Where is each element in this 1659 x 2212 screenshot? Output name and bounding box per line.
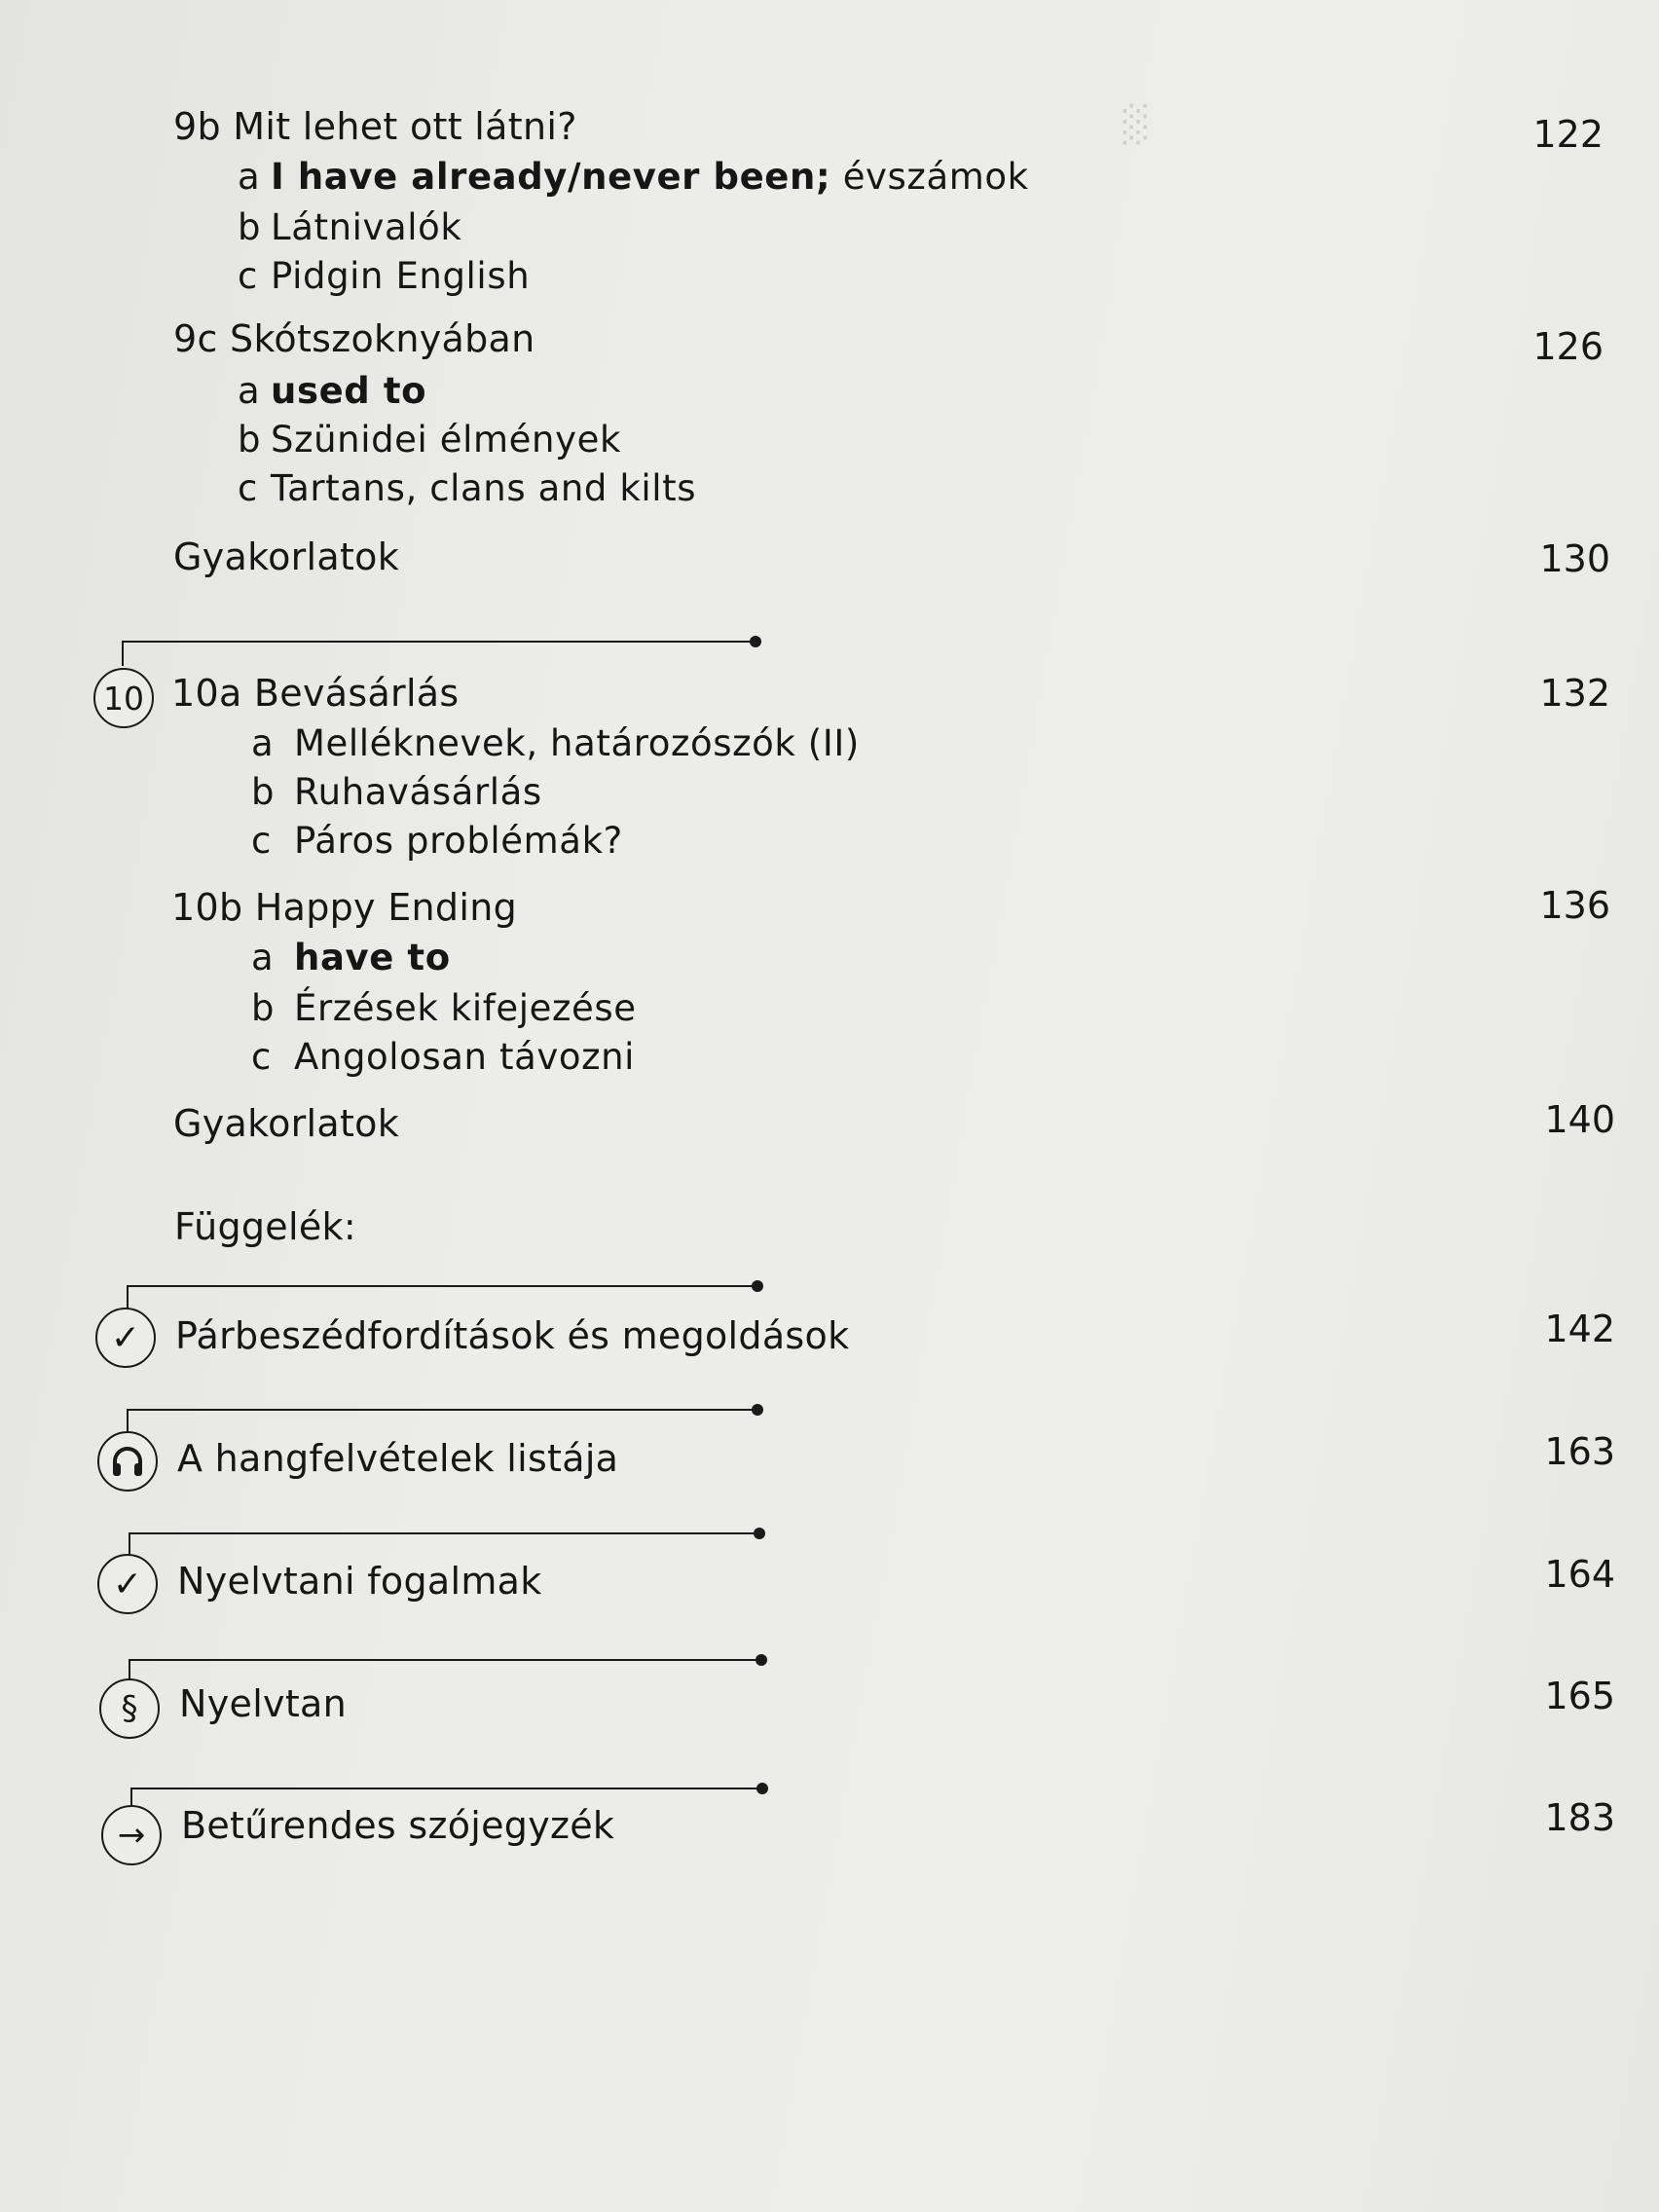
grammar-page: 165 [1544,1675,1615,1717]
divider-dot [754,1528,765,1539]
item-letter: a [238,370,261,412]
section-9c-item-c [238,467,696,510]
item-letter: c [238,255,258,297]
item-a-rest: évszámok [830,156,1029,198]
item-b-text: Érzések kifejezése [294,987,637,1029]
item-b-text: Látnivalók [271,206,462,248]
item-letter: c [251,1036,272,1078]
divider-dot [756,1654,767,1666]
section-10a-item-c [251,820,623,863]
arrow-right-icon: → [101,1805,162,1865]
item-a-text: Melléknevek, határozószók (II) [294,722,860,764]
item-a-bold: I have already/never been; [271,156,831,198]
section-9c-item-b [238,419,621,461]
appendix-heading: Függelék: [174,1205,356,1248]
section-9b-page: 122 [1532,113,1604,156]
section-10b-item-b [251,987,637,1030]
appendix-divider-line [130,1788,761,1789]
divider-dot [752,1280,763,1292]
section-10b-item-c [251,1036,635,1079]
audio-list-page: 163 [1544,1430,1615,1473]
item-letter: b [251,987,276,1029]
checkmark-icon: ✓ [97,1554,158,1614]
section-9c-page: 126 [1532,325,1604,368]
appendix-divider-line [129,1659,759,1661]
item-b-text: Ruhavásárlás [294,771,542,813]
headphones-icon [97,1431,158,1492]
section-10a-item-b [251,771,542,814]
divider-dot [752,1404,763,1416]
section-9c-title: 9c Skótszoknyában [173,317,535,360]
section-9b-item-a [238,156,1029,199]
dialogue-translations-title: Párbeszédfordítások és megoldások [175,1314,850,1357]
divider-stem [122,643,124,666]
exercises-9-page: 130 [1539,537,1610,580]
unit-10-divider-line [122,641,755,643]
item-c-text: Tartans, clans and kilts [271,467,697,509]
unit-10-badge: 10 [93,668,154,728]
grammar-terms-title: Nyelvtani fogalmak [177,1560,542,1603]
section-9c-item-a [238,370,426,413]
section-10b-page: 136 [1539,884,1610,927]
section-9b-item-b [238,206,461,249]
item-c-text: Pidgin English [271,255,531,297]
show-through-text: ░ [1120,105,1147,145]
item-letter: a [251,722,275,764]
divider-dot [750,636,761,647]
headphones-icon-graphic [108,1442,147,1481]
grammar-terms-page: 164 [1544,1553,1615,1596]
divider-dot [756,1783,768,1794]
item-letter: b [238,206,262,248]
item-letter: c [251,820,272,862]
section-9b-item-c [238,255,530,298]
item-c-text: Páros problémák? [294,820,623,862]
glossary-page: 183 [1544,1796,1615,1839]
appendix-divider-line [127,1409,755,1411]
item-letter: a [251,937,275,978]
appendix-divider-line [129,1532,756,1534]
dialogue-translations-page: 142 [1544,1308,1615,1350]
glossary-title: Betűrendes szójegyzék [181,1804,615,1847]
audio-list-title: A hangfelvételek listája [177,1437,619,1480]
item-letter: b [238,419,262,461]
section-10b-title: 10b Happy Ending [171,886,518,929]
item-b-text: Szünidei élmények [271,419,621,461]
exercises-10-page: 140 [1544,1098,1615,1141]
item-letter: c [238,467,258,509]
appendix-divider-line [127,1285,755,1287]
section-10a-item-a [251,722,860,765]
item-letter: b [251,771,276,813]
section-9b-title: 9b Mit lehet ott látni? [173,105,577,148]
section-10a-title: 10a Bevásárlás [171,672,460,715]
item-c-text: Angolosan távozni [294,1036,636,1078]
exercises-9-title: Gyakorlatok [173,535,400,578]
checkmark-icon: ✓ [95,1308,156,1368]
section-sign-icon: § [99,1678,160,1739]
exercises-10-title: Gyakorlatok [173,1102,400,1145]
section-10b-item-a [251,937,451,979]
item-letter: a [238,156,261,198]
section-10a-page: 132 [1539,672,1610,715]
grammar-title: Nyelvtan [179,1682,348,1725]
item-a-bold: used to [271,370,427,412]
item-a-bold: have to [294,937,451,978]
